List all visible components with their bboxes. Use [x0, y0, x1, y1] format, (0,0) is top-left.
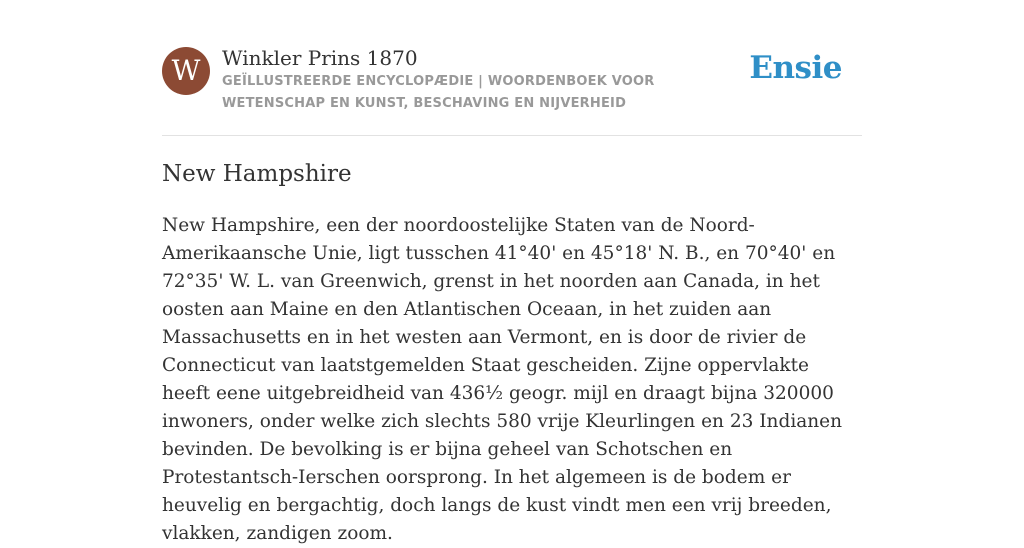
entry-title: New Hampshire — [162, 161, 352, 187]
source-title[interactable]: Winkler Prins 1870 — [222, 46, 418, 70]
entry-body: New Hampshire, een der noordoostelijke Staten van de Noord-Amerikaansche Unie, ligt tusschen 41°40' en 45°18' N. B., en 70°40' en 72°35' W. L. van Greenwich, grenst in het noorden aan Canada, in het oosten aan Maine en den Atlantischen Oceaan, in het zuiden aan Massachusetts en in het westen aan Vermont, en is door de rivier de Connecticut van laatstgemelden Staat gescheiden. Zijne oppervlakte heeft eene uitgebreidheid van 436½ geogr. mijl en draagt bijna 320000 inwoners, onder welke zich slechts 580 vrije Kleurlingen en 23 Indianen bevinden. De bevolking is er bijna geheel van Schotschen en Protestantsch-Ierschen oorsprong. In het algemeen is de bodem er heuvelig en bergachtig, doch langs de kust vindt men een vrij breeden, vlakken, zandigen zoom. — [162, 215, 843, 544]
source-subtitle: GEÏLLUSTREERDE ENCYCLOPÆDIE | WOORDENBOEK VOOR WETENSCHAP EN KUNST, BESCHAVING EN NIJVERHEID — [222, 74, 655, 111]
source-header — [162, 0, 862, 136]
page-container — [162, 0, 862, 544]
source-avatar[interactable]: W — [162, 47, 210, 95]
ensie-logo[interactable]: Ensie — [749, 50, 842, 86]
source-info — [222, 45, 752, 115]
